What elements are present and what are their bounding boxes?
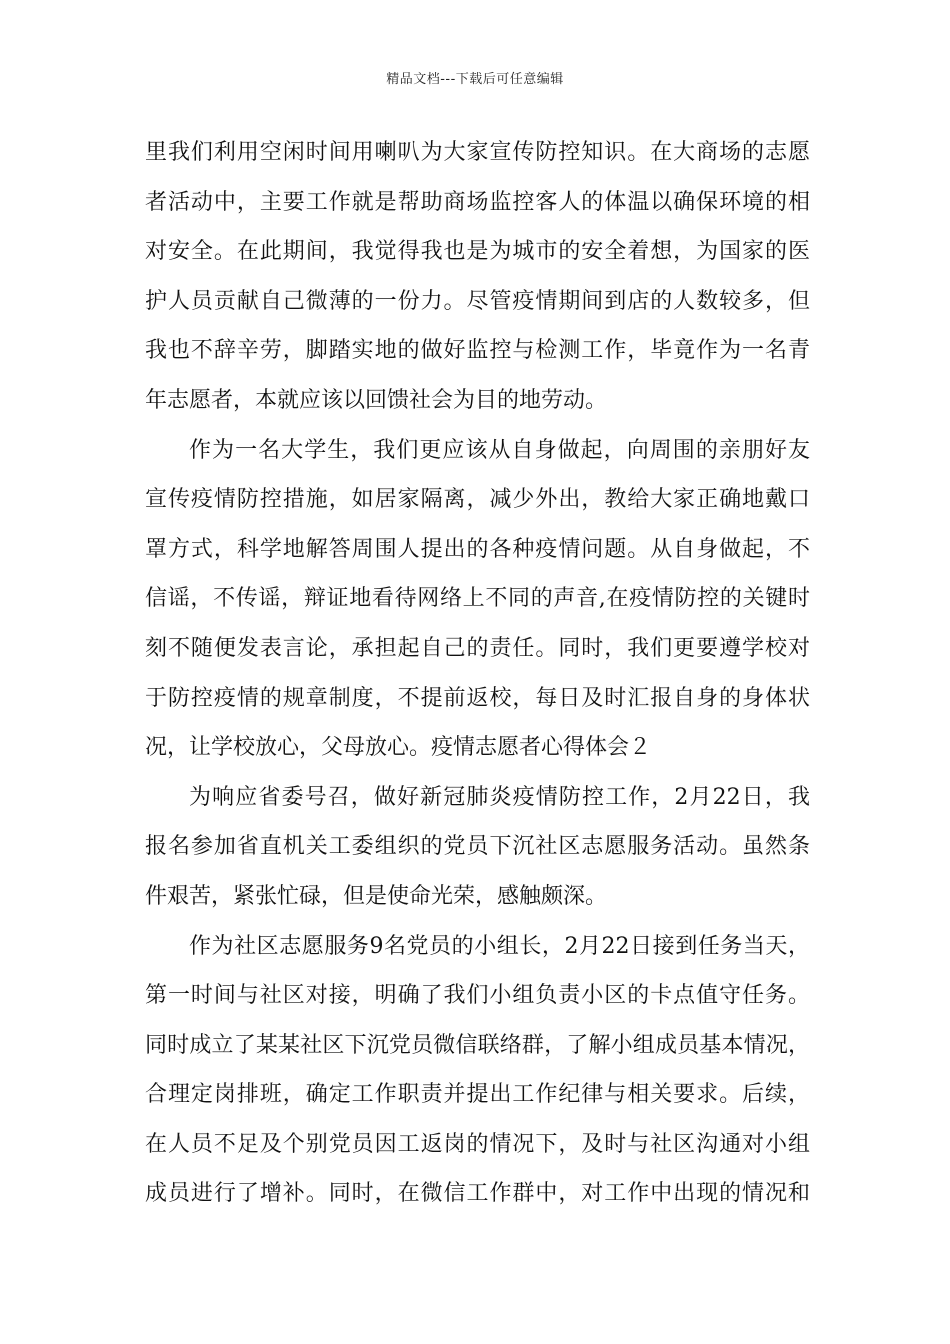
paragraph-2 <box>145 426 810 773</box>
paragraph-4 <box>145 922 810 1220</box>
text-line: 里我们利用空闲时间用喇叭为大家宣传防控知识。在大商场的志愿 <box>145 140 810 165</box>
paragraph-1 <box>145 128 810 426</box>
text-line: 信谣，不传谣，辩证地看待网络上不同的声音,在疫情防控的关键时 <box>145 586 810 612</box>
text-line: 为响应省委号召，做好新冠肺炎疫情防控工作，2月22日，我 <box>189 784 810 810</box>
text-line: 第一时间与社区对接，明确了我们小组负责小区的卡点值守任务。 <box>145 983 810 1009</box>
paragraph-3 <box>145 773 810 922</box>
text-line: 件艰苦，紧张忙碌，但是使命光荣，感触颇深。 <box>145 883 608 909</box>
text-line: 者活动中，主要工作就是帮助商场监控客人的体温以确保环境的相 <box>145 189 810 215</box>
text-line: 同时成立了某某社区下沉党员微信联络群，了解小组成员基本情况， <box>145 1032 810 1058</box>
text-line: 年志愿者，本就应该以回馈社会为目的地劳动。 <box>145 387 608 413</box>
text-line: 成员进行了增补。同时，在微信工作群中，对工作中出现的情况和 <box>145 1181 810 1207</box>
text-line: 作为一名大学生，我们更应该从自身做起，向周围的亲朋好友 <box>189 437 810 463</box>
text-line: 罩方式，科学地解答周围人提出的各种疫情问题。从自身做起，不 <box>145 536 810 562</box>
text-line: 我也不辞辛劳，脚踏实地的做好监控与检测工作，毕竟作为一名青 <box>145 338 810 364</box>
text-line: 于防控疫情的规章制度，不提前返校，每日及时汇报自身的身体状 <box>145 685 810 711</box>
text-line: 在人员不足及个别党员因工返岗的情况下，及时与社区沟通对小组 <box>145 1131 810 1157</box>
text-line: 作为社区志愿服务9名党员的小组长，2月22日接到任务当天， <box>189 933 810 959</box>
page-header: 精品文档---下载后可任意编辑 <box>386 72 564 87</box>
text-line: 合理定岗排班，确定工作职责并提出工作纪律与相关要求。后续， <box>145 1082 810 1108</box>
text-line: 报名参加省直机关工委组织的党员下沉社区志愿服务活动。虽然条 <box>145 834 810 860</box>
text-line: 刻不随便发表言论，承担起自己的责任。同时，我们更要遵学校对 <box>145 635 810 661</box>
text-line: 宣传疫情防控措施，如居家隔离，减少外出，教给大家正确地戴口 <box>145 487 810 513</box>
text-line: 况，让学校放心，父母放心。疫情志愿者心得体会２ <box>145 735 652 761</box>
text-line: 对安全。在此期间，我觉得我也是为城市的安全着想，为国家的医 <box>145 239 810 265</box>
document-body <box>145 128 810 1219</box>
text-line: 护人员贡献自己微薄的一份力。尽管疫情期间到店的人数较多，但 <box>145 288 810 314</box>
